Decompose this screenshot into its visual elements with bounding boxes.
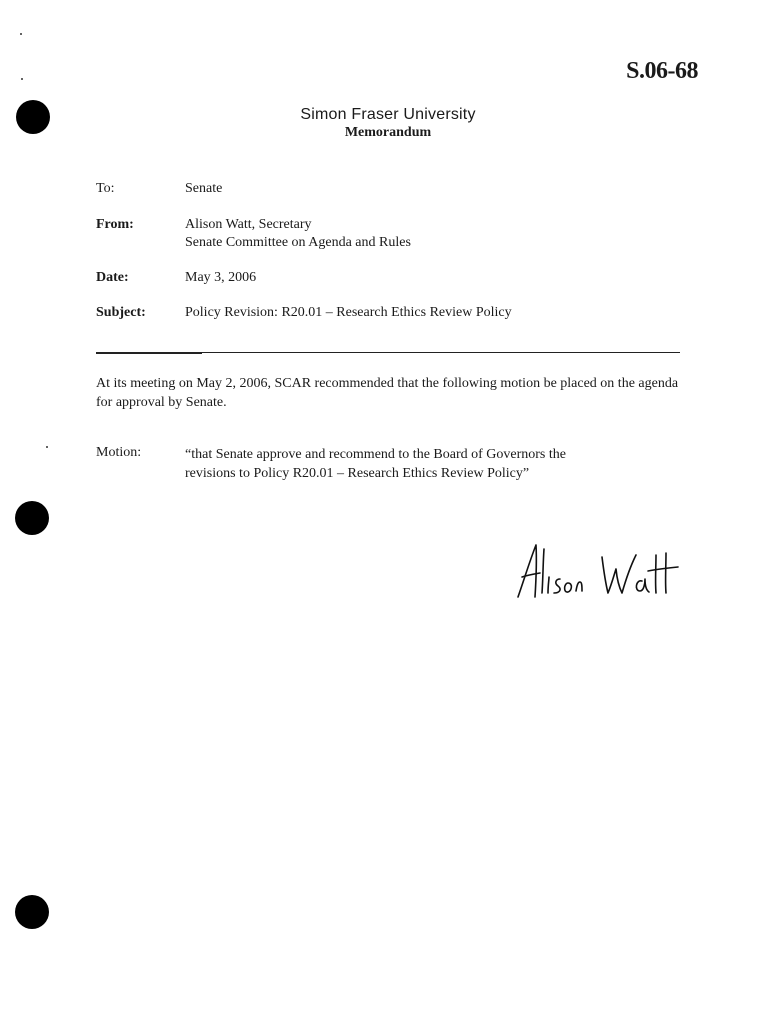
- punch-hole-middle: [15, 501, 49, 535]
- scan-speck: [46, 446, 48, 448]
- motion-line-1: “that Senate approve and recommend to the Board of Governors the: [185, 447, 566, 462]
- motion-label: Motion:: [96, 445, 142, 460]
- date-value: May 3, 2006: [185, 270, 257, 285]
- date-label: Date:: [96, 270, 129, 285]
- document-code: S.06-68: [626, 58, 698, 84]
- handwritten-signature: [510, 535, 690, 605]
- scan-speck: [21, 78, 23, 80]
- motion-text: [185, 445, 625, 483]
- memo-header: [0, 106, 770, 141]
- to-value: Senate: [185, 181, 223, 196]
- divider-line-thick: [96, 353, 202, 354]
- from-committee: Senate Committee on Agenda and Rules: [185, 235, 411, 250]
- subject-value: Policy Revision: R20.01 – Research Ethics Review Policy: [185, 305, 512, 320]
- from-name: Alison Watt, Secretary: [185, 217, 312, 232]
- body-paragraph: At its meeting on May 2, 2006, SCAR recommended that the following motion be placed on the agenda for approval by Senate.: [96, 376, 679, 410]
- university-name: Simon Fraser University: [300, 106, 476, 123]
- scan-speck: [20, 33, 22, 35]
- from-label: From:: [96, 217, 134, 232]
- motion-line-2: revisions to Policy R20.01 – Research Ethics Review Policy”: [185, 466, 530, 481]
- from-value: [185, 216, 411, 252]
- document-type: Memorandum: [344, 125, 432, 140]
- subject-label: Subject:: [96, 305, 146, 320]
- punch-hole-bottom: [15, 895, 49, 929]
- to-label: To:: [96, 181, 115, 196]
